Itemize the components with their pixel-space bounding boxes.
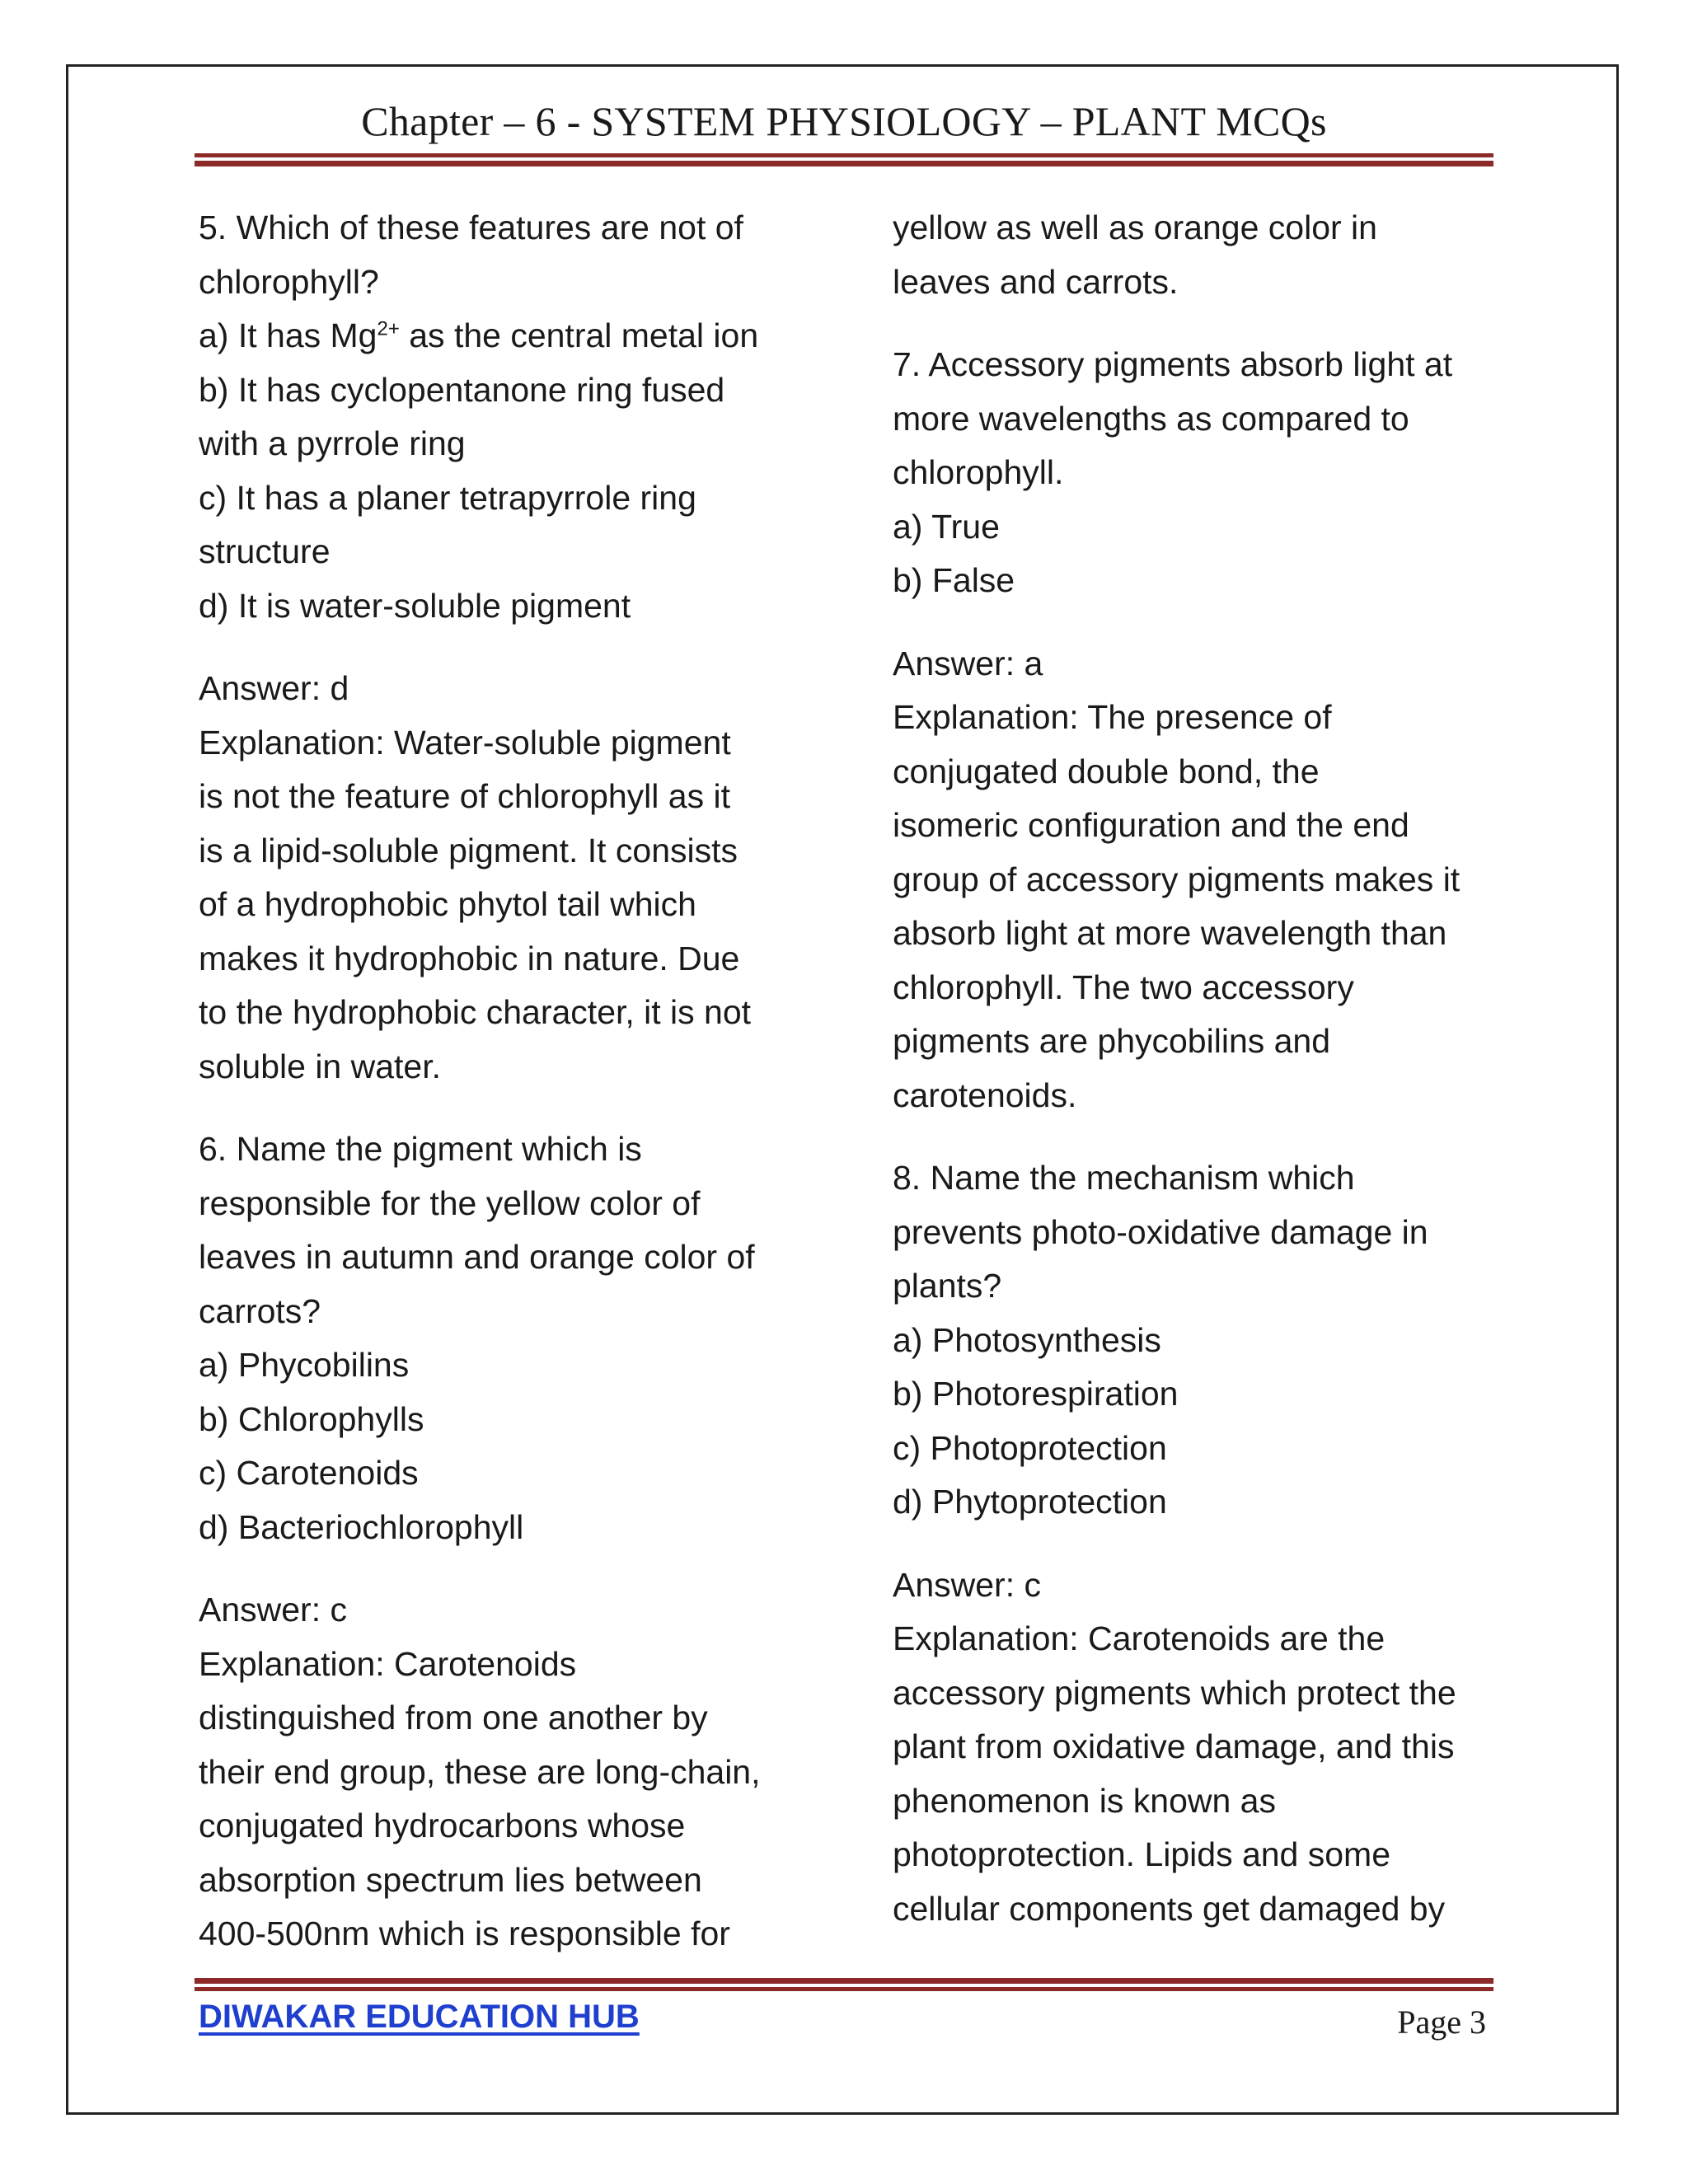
q5-stem-line-2: chlorophyll? <box>199 262 379 301</box>
q5-explanation-line-5: makes it hydrophobic in nature. Due <box>199 939 740 977</box>
q7-stem-line-2: more wavelengths as compared to <box>893 399 1409 438</box>
q6-explanation-line-6: 400-500nm which is responsible for <box>199 1915 730 1952</box>
q6-explanation-line-4: conjugated hydrocarbons whose <box>199 1807 686 1844</box>
right-column <box>893 201 1503 1936</box>
q7-explanation-line-1: Explanation: The presence of <box>893 698 1332 736</box>
q8-explanation-line-3: plant from oxidative damage, and this <box>893 1727 1455 1765</box>
q5-stem-line-1: 5. Which of these features are not of <box>199 209 743 246</box>
q6-option-b: b) Chlorophylls <box>199 1399 424 1438</box>
q6-option-d: d) Bacteriochlorophyll <box>199 1507 524 1546</box>
q7-stem-line-1: 7. Accessory pigments absorb light at <box>893 345 1453 383</box>
q8-option-c: c) Photoprotection <box>893 1428 1167 1467</box>
q7-explanation-line-7: pigments are phycobilins and <box>893 1022 1331 1060</box>
q8-explanation-line-4: phenomenon is known as <box>893 1781 1276 1820</box>
q5-answer: Answer: d <box>199 669 349 707</box>
q8-explanation-line-1: Explanation: Carotenoids are the <box>893 1619 1386 1657</box>
footer-rule-thin <box>195 1987 1493 1991</box>
q8-stem-line-3: plants? <box>893 1267 1002 1305</box>
q6-explanation-cont-line-2: leaves and carrots. <box>893 262 1179 301</box>
q7-answer: Answer: a <box>893 644 1043 682</box>
header-rule-thick <box>195 161 1493 166</box>
q8-stem-line-2: prevents photo-oxidative damage in <box>893 1212 1428 1251</box>
q6-explanation-line-5: absorption spectrum lies between <box>199 1860 702 1899</box>
q7-explanation-line-3: isomeric configuration and the end <box>893 806 1409 844</box>
q8-option-a: a) Photosynthesis <box>893 1320 1161 1359</box>
footer-rule-thick <box>195 1978 1493 1984</box>
q8-option-b: b) Photorespiration <box>893 1375 1179 1413</box>
q8-stem-line-1: 8. Name the mechanism which <box>893 1159 1355 1197</box>
q6-explanation-line-1: Explanation: Carotenoids <box>199 1644 577 1683</box>
q6-stem-line-2: responsible for the yellow color of <box>199 1183 701 1222</box>
q6-stem-line-4: carrots? <box>199 1291 321 1330</box>
q5-option-a-suffix: as the central metal ion <box>399 316 759 354</box>
q5-explanation-line-7: soluble in water. <box>199 1047 442 1085</box>
q7-option-a: a) True <box>893 507 1000 546</box>
q6-answer: Answer: c <box>199 1591 347 1629</box>
q7-explanation-line-6: chlorophyll. The two accessory <box>893 968 1354 1006</box>
q8-explanation-line-5: photoprotection. Lipids and some <box>893 1835 1391 1873</box>
q5-option-a-superscript: 2+ <box>377 317 400 340</box>
q8-option-d: d) Phytoprotection <box>893 1483 1167 1521</box>
q6-stem-line-3: leaves in autumn and orange color of <box>199 1238 755 1276</box>
header-rule-thin <box>195 153 1493 157</box>
q7-explanation-line-5: absorb light at more wavelength than <box>893 914 1447 952</box>
q7-explanation-line-4: group of accessory pigments makes it <box>893 860 1461 898</box>
q6-option-c: c) Carotenoids <box>199 1454 419 1492</box>
q5-option-b-line-2: with a pyrrole ring <box>199 424 466 462</box>
left-column <box>199 201 809 1961</box>
q6-stem-line-1: 6. Name the pigment which is <box>199 1130 642 1168</box>
q5-explanation-line-2: is not the feature of chlorophyll as it <box>199 777 730 815</box>
q5-option-d: d) It is water-soluble pigment <box>199 586 631 625</box>
q5-option-a-prefix: a) It has Mg <box>199 316 377 354</box>
q8-answer: Answer: c <box>893 1565 1041 1604</box>
q8-explanation-line-2: accessory pigments which protect the <box>893 1673 1456 1712</box>
q7-option-b: b) False <box>893 561 1015 599</box>
q7-stem-line-3: chlorophyll. <box>893 453 1064 491</box>
q6-explanation-line-2: distinguished from one another by <box>199 1699 708 1736</box>
q6-explanation-line-3: their end group, these are long-chain, <box>199 1752 761 1791</box>
q5-explanation-line-6: to the hydrophobic character, it is not <box>199 993 752 1031</box>
footer-brand-link[interactable]: DIWAKAR EDUCATION HUB <box>199 1999 640 2035</box>
q5-option-b-line-1: b) It has cyclopentanone ring fused <box>199 370 725 409</box>
q5-option-a <box>199 309 809 363</box>
q5-explanation-line-4: of a hydrophobic phytol tail which <box>199 885 696 923</box>
q8-explanation-line-6: cellular components get damaged by <box>893 1889 1446 1928</box>
q5-explanation-line-1: Explanation: Water-soluble pigment <box>199 723 731 762</box>
q5-option-c-line-2: structure <box>199 532 331 570</box>
q5-option-c-line-1: c) It has a planer tetrapyrrole ring <box>199 478 696 517</box>
page-title: Chapter – 6 - SYSTEM PHYSIOLOGY – PLANT MCQs <box>361 98 1327 144</box>
q6-explanation-cont-line-1: yellow as well as orange color in <box>893 209 1377 246</box>
q7-explanation-line-8: carotenoids. <box>893 1076 1077 1114</box>
page-number: Page 3 <box>1397 2004 1486 2041</box>
q5-explanation-line-3: is a lipid-soluble pigment. It consists <box>199 831 738 869</box>
q7-explanation-line-2: conjugated double bond, the <box>893 752 1320 790</box>
q6-option-a: a) Phycobilins <box>199 1346 410 1384</box>
